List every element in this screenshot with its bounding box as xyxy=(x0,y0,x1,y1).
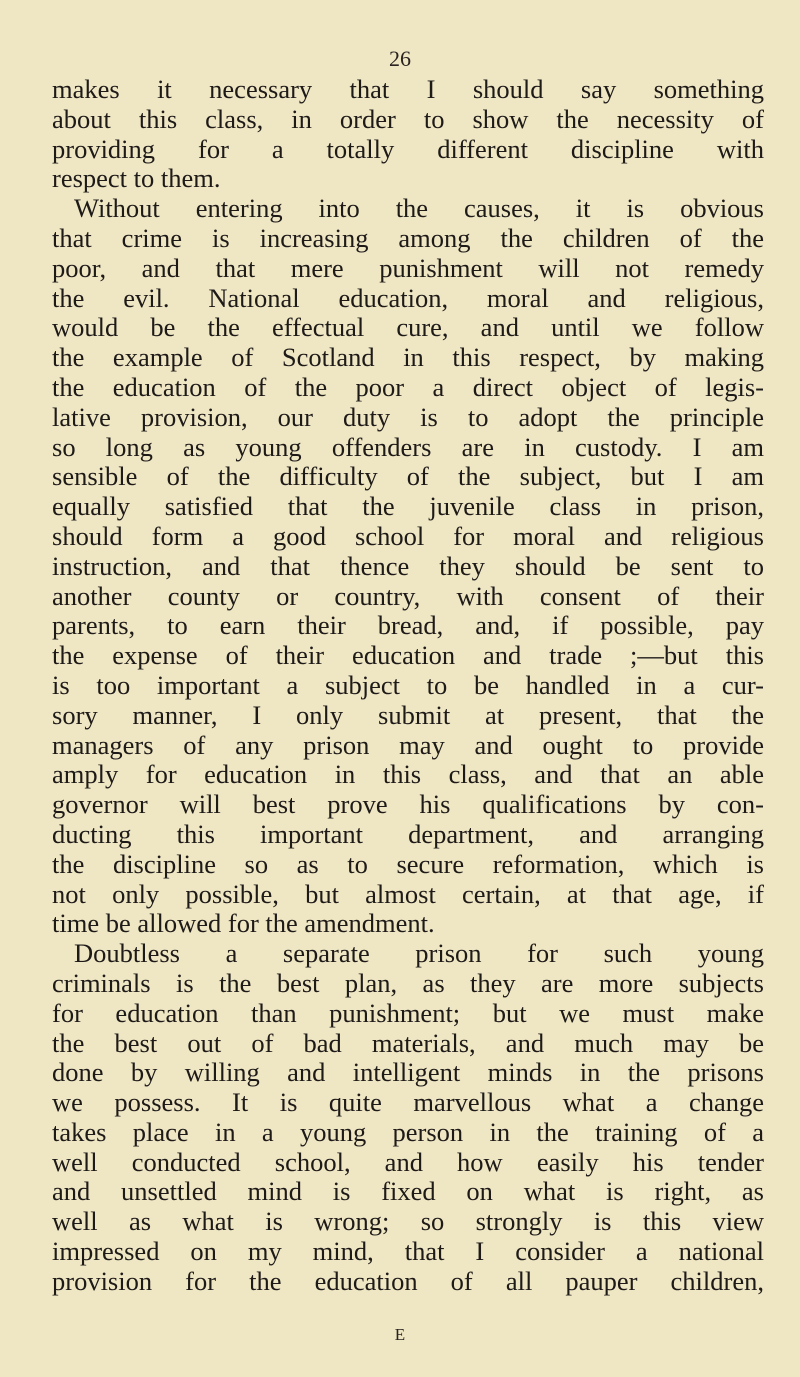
text-line: impressed on my mind, that I consider a national xyxy=(52,1236,764,1267)
paragraph xyxy=(52,75,764,194)
text-line: Doubtless a separate prison for such young xyxy=(74,938,764,969)
text-line: well conducted school, and how easily his tender xyxy=(52,1146,764,1177)
text-line: we possess. It is quite marvellous what a change xyxy=(52,1087,764,1118)
text-line: takes place in a young person in the training of a xyxy=(52,1116,764,1147)
text-line: equally satisfied that the juvenile class in prison, xyxy=(52,491,764,522)
text-line: done by willing and intelligent minds in the prisons xyxy=(52,1057,764,1088)
text-line: not only possible, but almost certain, at that age, if xyxy=(52,878,764,909)
paragraph xyxy=(52,194,764,939)
text-line: providing for a totally different discipline with xyxy=(52,133,764,164)
body-text xyxy=(52,75,764,1297)
text-line: makes it necessary that I should say something xyxy=(52,74,764,104)
signature-mark: E xyxy=(394,1325,406,1344)
text-line: time be allowed for the amendment. xyxy=(52,908,435,939)
text-line: ducting this important department, and arranging xyxy=(52,818,764,849)
text-line: sensible of the difficulty of the subject, but I am xyxy=(52,461,764,492)
text-line: for education than punishment; but we must make xyxy=(52,997,764,1028)
text-line: so long as young offenders are in custody. I am xyxy=(52,431,764,462)
text-line: criminals is the best plan, as they are more subjects xyxy=(52,967,764,998)
text-line: poor, and that mere punishment will not remedy xyxy=(52,252,764,283)
text-line: respect to them. xyxy=(52,163,221,194)
page-number: 26 xyxy=(389,46,411,71)
text-line: the best out of bad materials, and much may be xyxy=(52,1027,764,1058)
text-line: governor will best prove his qualifications by con- xyxy=(52,789,764,820)
text-line: Without entering into the causes, it is obvious xyxy=(74,193,764,224)
text-line: lative provision, our duty is to adopt the principle xyxy=(52,401,764,432)
text-line: sory manner, I only submit at present, that the xyxy=(52,699,764,730)
text-line: instruction, and that thence they should be sent to xyxy=(52,550,764,581)
text-line: and unsettled mind is fixed on what is right, as xyxy=(52,1176,764,1207)
text-line: that crime is increasing among the children of the xyxy=(52,222,764,253)
text-line: amply for education in this class, and that an able xyxy=(52,759,764,790)
text-line: the example of Scotland in this respect, by making xyxy=(52,342,764,373)
text-line: parents, to earn their bread, and, if possible, pay xyxy=(52,610,764,641)
text-line: would be the effectual cure, and until we follow xyxy=(52,312,764,343)
paragraph xyxy=(52,939,764,1297)
text-line: the discipline so as to secure reformation, which is xyxy=(52,848,764,879)
text-line: provision for the education of all pauper children, xyxy=(52,1265,764,1296)
text-line: managers of any prison may and ought to provide xyxy=(52,729,764,760)
text-line: is too important a subject to be handled in a cur- xyxy=(52,669,764,700)
text-line: well as what is wrong; so strongly is this view xyxy=(52,1206,764,1237)
text-line: should form a good school for moral and religious xyxy=(52,520,764,551)
text-line: about this class, in order to show the necessity of xyxy=(52,103,764,134)
text-line: the evil. National education, moral and religious, xyxy=(52,282,764,313)
text-line: another county or country, with consent of their xyxy=(52,580,764,611)
text-line: the education of the poor a direct object of legis- xyxy=(52,371,764,402)
text-line: the expense of their education and trade ;—but this xyxy=(52,640,764,671)
